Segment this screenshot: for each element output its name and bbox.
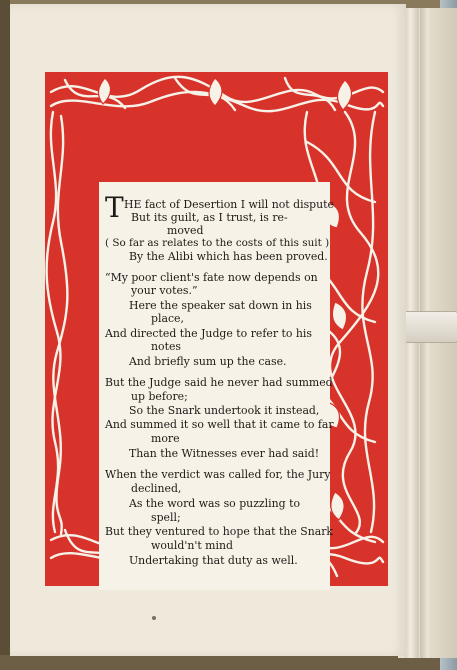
poem-line: up before; [131, 390, 188, 403]
poem-line: notes [151, 340, 181, 353]
poem-line: declined, [131, 482, 182, 495]
celtic-knot-border [45, 72, 388, 586]
poem-line: By the Alibi which has been proved. [129, 250, 328, 263]
poem-line: would'n't mind [151, 539, 233, 552]
poem-line: So the Snark undertook it instead, [129, 404, 320, 417]
poem-line: And briefly sum up the case. [129, 355, 287, 368]
poem-line: But they ventured to hope that the Snark [105, 525, 334, 538]
poem-text-panel [99, 182, 334, 590]
poem-line: “My poor client's fate now depends on [105, 271, 318, 284]
poem-line: ( So far as relates to the costs of this suit ) [105, 237, 330, 249]
book-bottom-edge [0, 655, 457, 670]
poem-line: Than the Witnesses ever had said! [129, 447, 320, 460]
poem-line: As the word was so puzzling to [129, 497, 301, 510]
poem-line: more [151, 432, 180, 445]
book-spine-shadow [0, 0, 10, 670]
poem-line: But the Judge said he never had summed [105, 376, 333, 389]
poem-line: HE fact of Desertion I will not dispute [124, 198, 334, 211]
drop-cap: T [105, 191, 124, 224]
poem-line: your votes.” [131, 284, 198, 297]
poem-line: moved [167, 224, 204, 237]
poem-line: place, [151, 312, 184, 325]
poem-line: But its guilt, as I trust, is re- [131, 211, 288, 224]
poem-line: When the verdict was called for, the Jury [105, 468, 331, 481]
page-dot-mark [152, 616, 156, 620]
poem-line: Undertaking that duty as well. [129, 554, 298, 567]
book-page [10, 4, 406, 656]
poem-line: Here the speaker sat down in his [129, 299, 312, 312]
poem-line: spell; [151, 511, 181, 524]
poem-line: And directed the Judge to refer to his [105, 327, 312, 340]
poem-line: And summed it so well that it came to far [105, 418, 334, 431]
